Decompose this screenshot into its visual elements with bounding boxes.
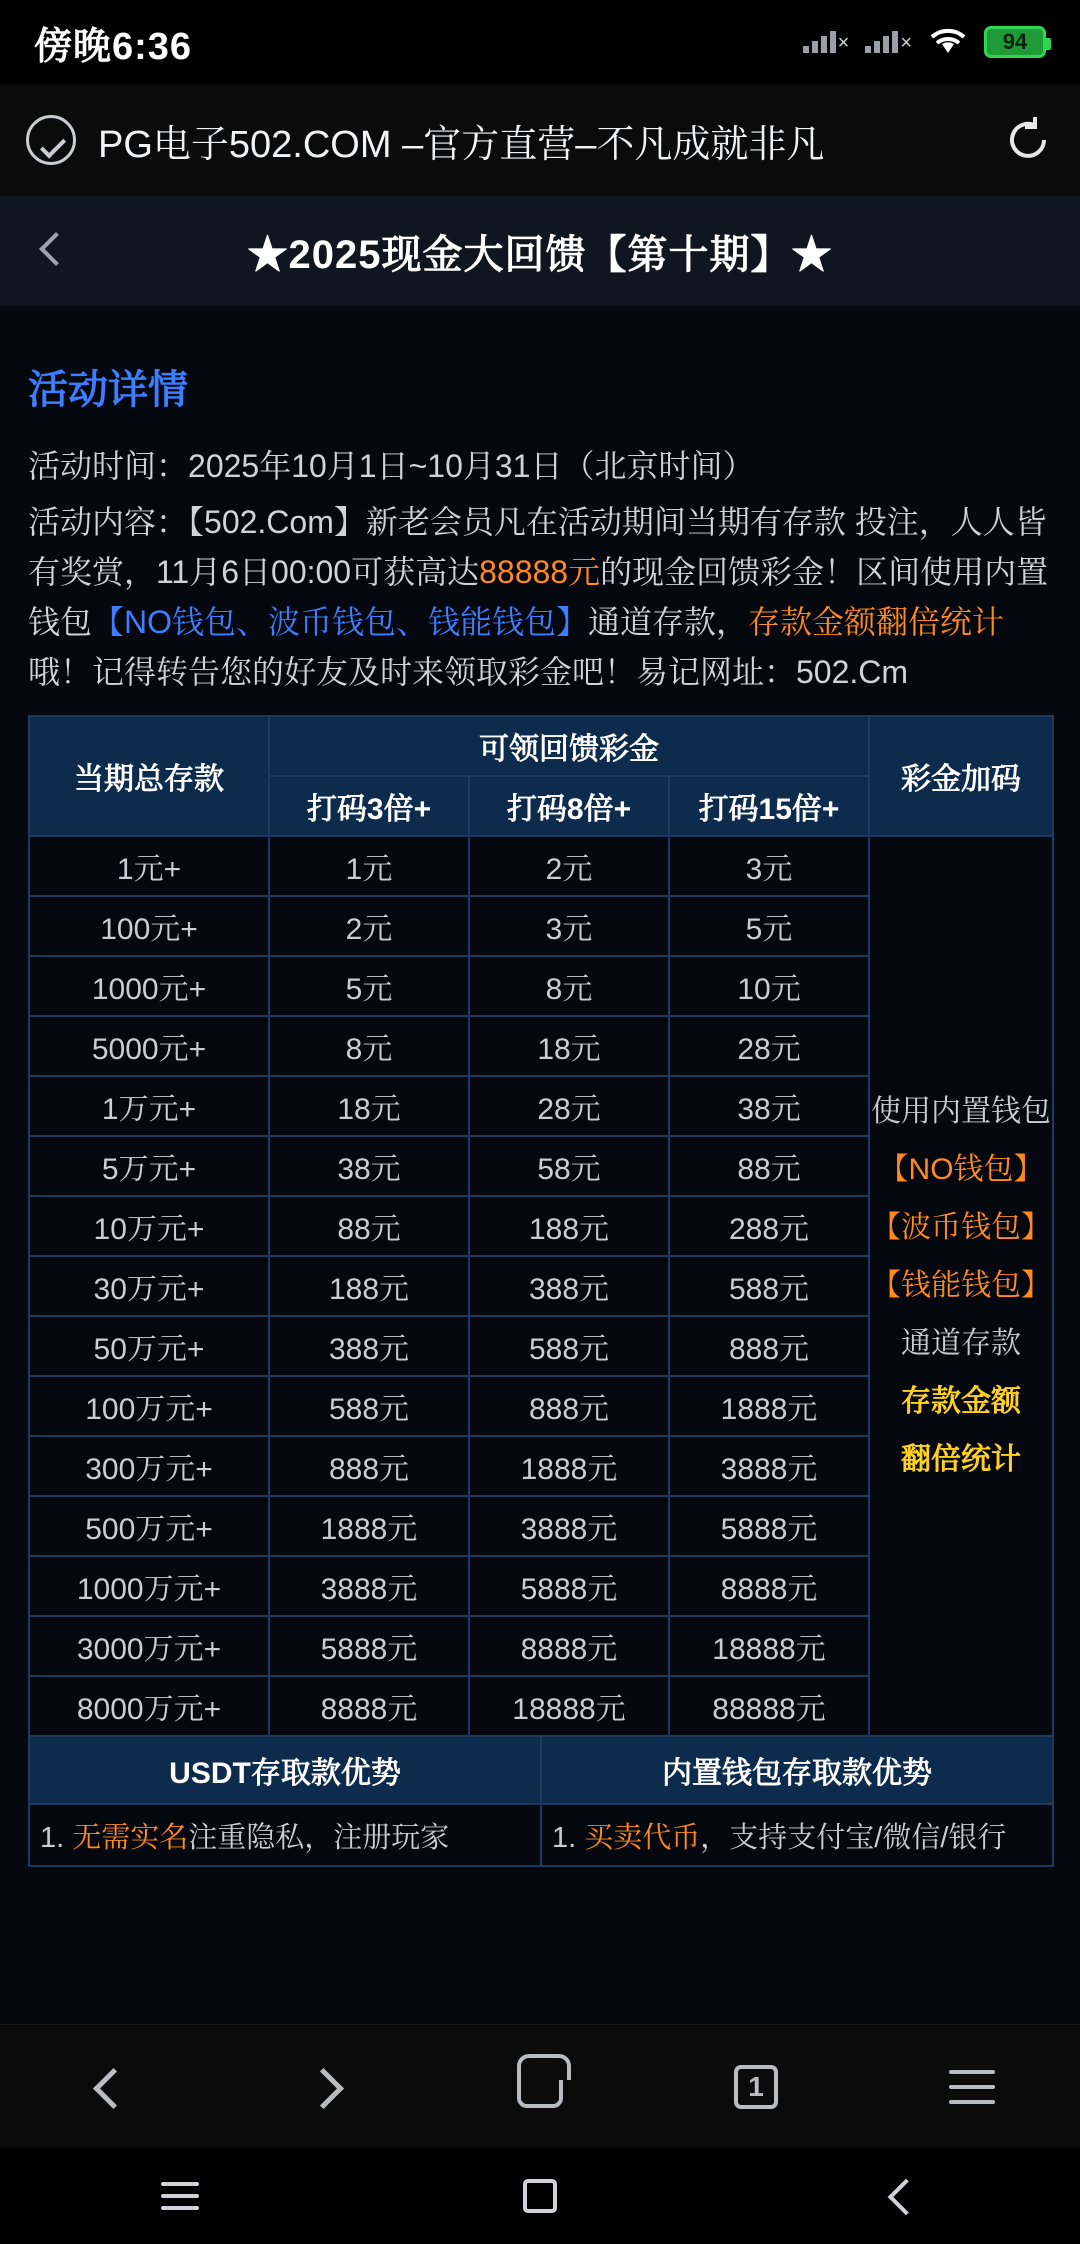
cell-deposit: 5万元+ [29,1136,269,1196]
menu-icon [949,2070,995,2104]
cell-r3: 5888元 [269,1616,469,1676]
system-recents-button[interactable] [135,2151,225,2241]
max-bonus-amount: 88888元 [479,554,601,590]
cell-r8: 3888元 [469,1496,669,1556]
cell-r15: 5元 [669,896,869,956]
battery-level: 94 [1002,29,1028,54]
cell-deposit: 8000万元+ [29,1676,269,1736]
browser-menu-button[interactable] [927,2042,1017,2132]
cell-r15: 88元 [669,1136,869,1196]
cell-r3: 1元 [269,836,469,896]
advantage-row [29,1804,1053,1866]
cell-r15: 5888元 [669,1496,869,1556]
cell-r3: 588元 [269,1376,469,1436]
cell-r3: 5元 [269,956,469,1016]
cell-r3: 1888元 [269,1496,469,1556]
browser-forward-button[interactable] [279,2042,369,2132]
cell-r8: 1888元 [469,1436,669,1496]
system-nav-bar [0,2148,1080,2244]
activity-content-line [28,497,1052,697]
cell-r3: 888元 [269,1436,469,1496]
activity-content-part2: 的现金回馈彩金！区间使用内置钱包 [28,554,1049,640]
cell-deposit: 5000元+ [29,1016,269,1076]
activity-content-label: 活动内容： [28,504,189,540]
usdt-adv-highlight: 无需实名 [72,1821,189,1854]
back-chevron-icon [885,2181,915,2211]
browser-back-button[interactable] [63,2042,153,2132]
cell-r15: 88888元 [669,1676,869,1736]
cell-r15: 18888元 [669,1616,869,1676]
cell-r15: 38元 [669,1076,869,1136]
battery-icon [984,26,1046,58]
bonus-line-5: 存款金额 [901,1385,1022,1418]
wallet-channels-text: 【NO钱包、波币钱包、钱能钱包】 [92,604,589,640]
cell-r3: 3888元 [269,1556,469,1616]
cell-r8: 18888元 [469,1676,669,1736]
system-back-button[interactable] [855,2151,945,2241]
header-claimable-bonus: 可领回馈彩金 [269,716,869,776]
cell-usdt-advantage-1 [29,1804,541,1866]
usdt-adv-index: 1. [40,1821,65,1854]
bonus-line-3: 【钱能钱包】 [871,1269,1052,1302]
wifi-icon [928,27,968,57]
browser-home-button[interactable] [495,2042,585,2132]
activity-content-part3: 通道存款， [588,604,749,640]
reward-table [28,715,1054,1737]
cell-deposit: 1000万元+ [29,1556,269,1616]
home-square-icon [523,2179,557,2213]
cell-r8: 18元 [469,1016,669,1076]
page-content [0,306,1080,2024]
activity-content-part4: 哦！记得转告您的好友及时来领取彩金吧！易记网址：502.Cm [28,654,909,690]
tabs-icon [734,2065,778,2109]
header-usdt-advantage: USDT存取款优势 [29,1736,541,1804]
cell-r8: 8888元 [469,1616,669,1676]
url-input[interactable]: PG电子502.COM –官方直营–不凡成就非凡 [98,123,825,166]
status-icons [803,26,1046,58]
system-home-button[interactable] [495,2151,585,2241]
reload-icon[interactable] [1002,114,1054,166]
browser-url-bar[interactable] [0,84,1080,196]
table-row [29,836,1053,896]
page-title: ★2025现金大回馈【第十期】★ [247,232,833,277]
signal-bars-icon: × [803,31,850,53]
double-count-text: 存款金额翻倍统计 [748,604,1005,640]
cell-r15: 288元 [669,1196,869,1256]
forward-icon [307,2070,341,2104]
cell-r8: 888元 [469,1376,669,1436]
cell-r3: 188元 [269,1256,469,1316]
activity-time-line [28,441,1052,491]
bonus-line-4: 通道存款 [901,1327,1022,1360]
bonus-line-1: 【NO钱包】 [878,1153,1044,1186]
cell-r15: 588元 [669,1256,869,1316]
cell-r15: 3元 [669,836,869,896]
cell-r3: 38元 [269,1136,469,1196]
bonus-line-6: 翻倍统计 [901,1443,1022,1476]
cell-deposit: 1元+ [29,836,269,896]
cell-r3: 388元 [269,1316,469,1376]
header-wager-15x: 打码15倍+ [669,776,869,836]
cell-r3: 8元 [269,1016,469,1076]
cell-r15: 8888元 [669,1556,869,1616]
cell-r8: 58元 [469,1136,669,1196]
cell-r8: 388元 [469,1256,669,1316]
cell-deposit: 1万元+ [29,1076,269,1136]
cell-deposit: 30万元+ [29,1256,269,1316]
cell-r8: 5888元 [469,1556,669,1616]
cell-r3: 88元 [269,1196,469,1256]
wallet-adv-highlight: 买卖代币 [584,1821,701,1854]
home-icon [517,2066,563,2108]
status-bar [0,0,1080,84]
header-bonus-boost: 彩金加码 [869,716,1053,836]
activity-time-value: 2025年10月1日~10月31日（北京时间） [188,448,755,484]
cell-deposit: 300万元+ [29,1436,269,1496]
recents-icon [161,2182,199,2210]
cell-deposit: 3000万元+ [29,1616,269,1676]
usdt-adv-rest: 注重隐私，注册玩家 [188,1821,450,1854]
shield-check-icon [26,115,76,165]
page-header-bar [0,196,1080,306]
cell-r3: 2元 [269,896,469,956]
section-title: 活动详情 [28,368,188,412]
cell-deposit: 10万元+ [29,1196,269,1256]
chevron-left-icon[interactable] [30,228,76,274]
activity-content-part1: 【502.Com】新老会员凡在活动期间当期有存款 投注，人人皆有奖赏，11月6日00:00可获高达 [28,504,1047,590]
activity-time-label: 活动时间： [28,448,189,484]
advantage-table [28,1735,1054,1867]
browser-tabs-button[interactable] [711,2042,801,2132]
cell-deposit: 100元+ [29,896,269,956]
cell-r15: 1888元 [669,1376,869,1436]
advantage-header-row [29,1736,1053,1804]
back-icon [91,2070,125,2104]
cell-r3: 18元 [269,1076,469,1136]
cell-deposit: 100万元+ [29,1376,269,1436]
cell-wallet-advantage-1 [541,1804,1053,1866]
cell-r8: 28元 [469,1076,669,1136]
cell-deposit: 50万元+ [29,1316,269,1376]
wallet-adv-index: 1. [552,1821,577,1854]
cell-r15: 888元 [669,1316,869,1376]
bonus-line-0: 使用内置钱包 [871,1095,1052,1128]
cell-r8: 588元 [469,1316,669,1376]
cell-r8: 8元 [469,956,669,1016]
table-header-row-1 [29,716,1053,776]
status-clock: 傍晚6:36 [34,25,193,68]
bonus-line-2: 【波币钱包】 [871,1211,1052,1244]
browser-bottom-nav [0,2024,1080,2148]
cell-deposit: 1000元+ [29,956,269,1016]
cell-r15: 3888元 [669,1436,869,1496]
wallet-adv-rest: ，支持支付宝/微信/银行 [700,1821,1007,1854]
header-wallet-advantage: 内置钱包存取款优势 [541,1736,1053,1804]
cell-r8: 2元 [469,836,669,896]
signal-bars-icon-2: × [865,31,912,53]
cell-r15: 28元 [669,1016,869,1076]
tab-count: 1 [748,2070,764,2102]
cell-r8: 3元 [469,896,669,956]
cell-bonus-boost [869,836,1053,1736]
header-wager-3x: 打码3倍+ [269,776,469,836]
header-total-deposit: 当期总存款 [29,716,269,836]
cell-deposit: 500万元+ [29,1496,269,1556]
cell-r3: 8888元 [269,1676,469,1736]
cell-r8: 188元 [469,1196,669,1256]
cell-r15: 10元 [669,956,869,1016]
header-wager-8x: 打码8倍+ [469,776,669,836]
